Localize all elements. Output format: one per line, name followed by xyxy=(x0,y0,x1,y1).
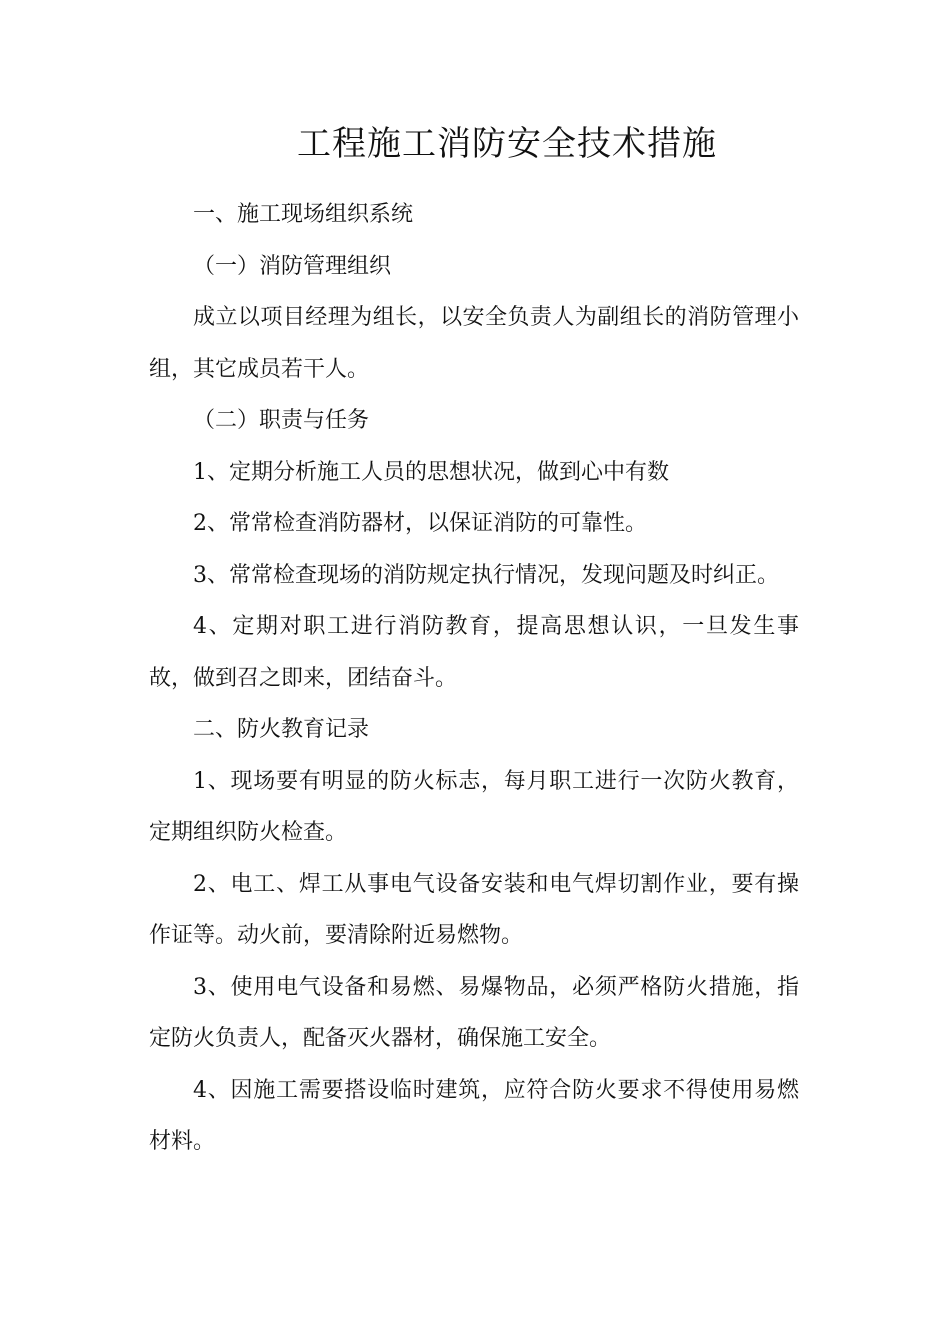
list-item: 4、因施工需要搭设临时建筑，应符合防火要求不得使用易燃材料。 xyxy=(149,1077,799,1154)
subsection-heading: （二）职责与任务 xyxy=(193,408,370,433)
document-body xyxy=(149,189,799,1168)
document-title: 工程施工消防安全技术措施 xyxy=(297,124,717,164)
list-item: 2、常常检查消防器材，以保证消防的可靠性。 xyxy=(193,511,647,536)
list-item: 4、定期对职工进行消防教育，提高思想认识，一旦发生事故，做到召之即来，团结奋斗。 xyxy=(149,614,799,691)
list-item: 1、定期分析施工人员的思想状况，做到心中有数 xyxy=(193,459,669,485)
section-heading: 二、防火教育记录 xyxy=(193,717,370,742)
list-item: 2、电工、焊工从事电气设备安装和电气焊切割作业，要有操作证等。动火前，要清除附近易燃物。 xyxy=(149,871,799,948)
list-item: 3、常常检查现场的消防规定执行情况，发现问题及时纠正。 xyxy=(193,562,779,588)
paragraph: 成立以项目经理为组长，以安全负责人为副组长的消防管理小组，其它成员若干人。 xyxy=(149,305,799,382)
list-item: 1、现场要有明显的防火标志，每月职工进行一次防火教育，定期组织防火检查。 xyxy=(149,768,799,845)
section-heading: 一、施工现场组织系统 xyxy=(193,202,414,227)
subsection-heading: （一）消防管理组织 xyxy=(193,253,392,279)
list-item: 3、使用电气设备和易燃、易爆物品，必须严格防火措施，指定防火负责人，配备灭火器材，确保施工安全。 xyxy=(149,974,799,1051)
